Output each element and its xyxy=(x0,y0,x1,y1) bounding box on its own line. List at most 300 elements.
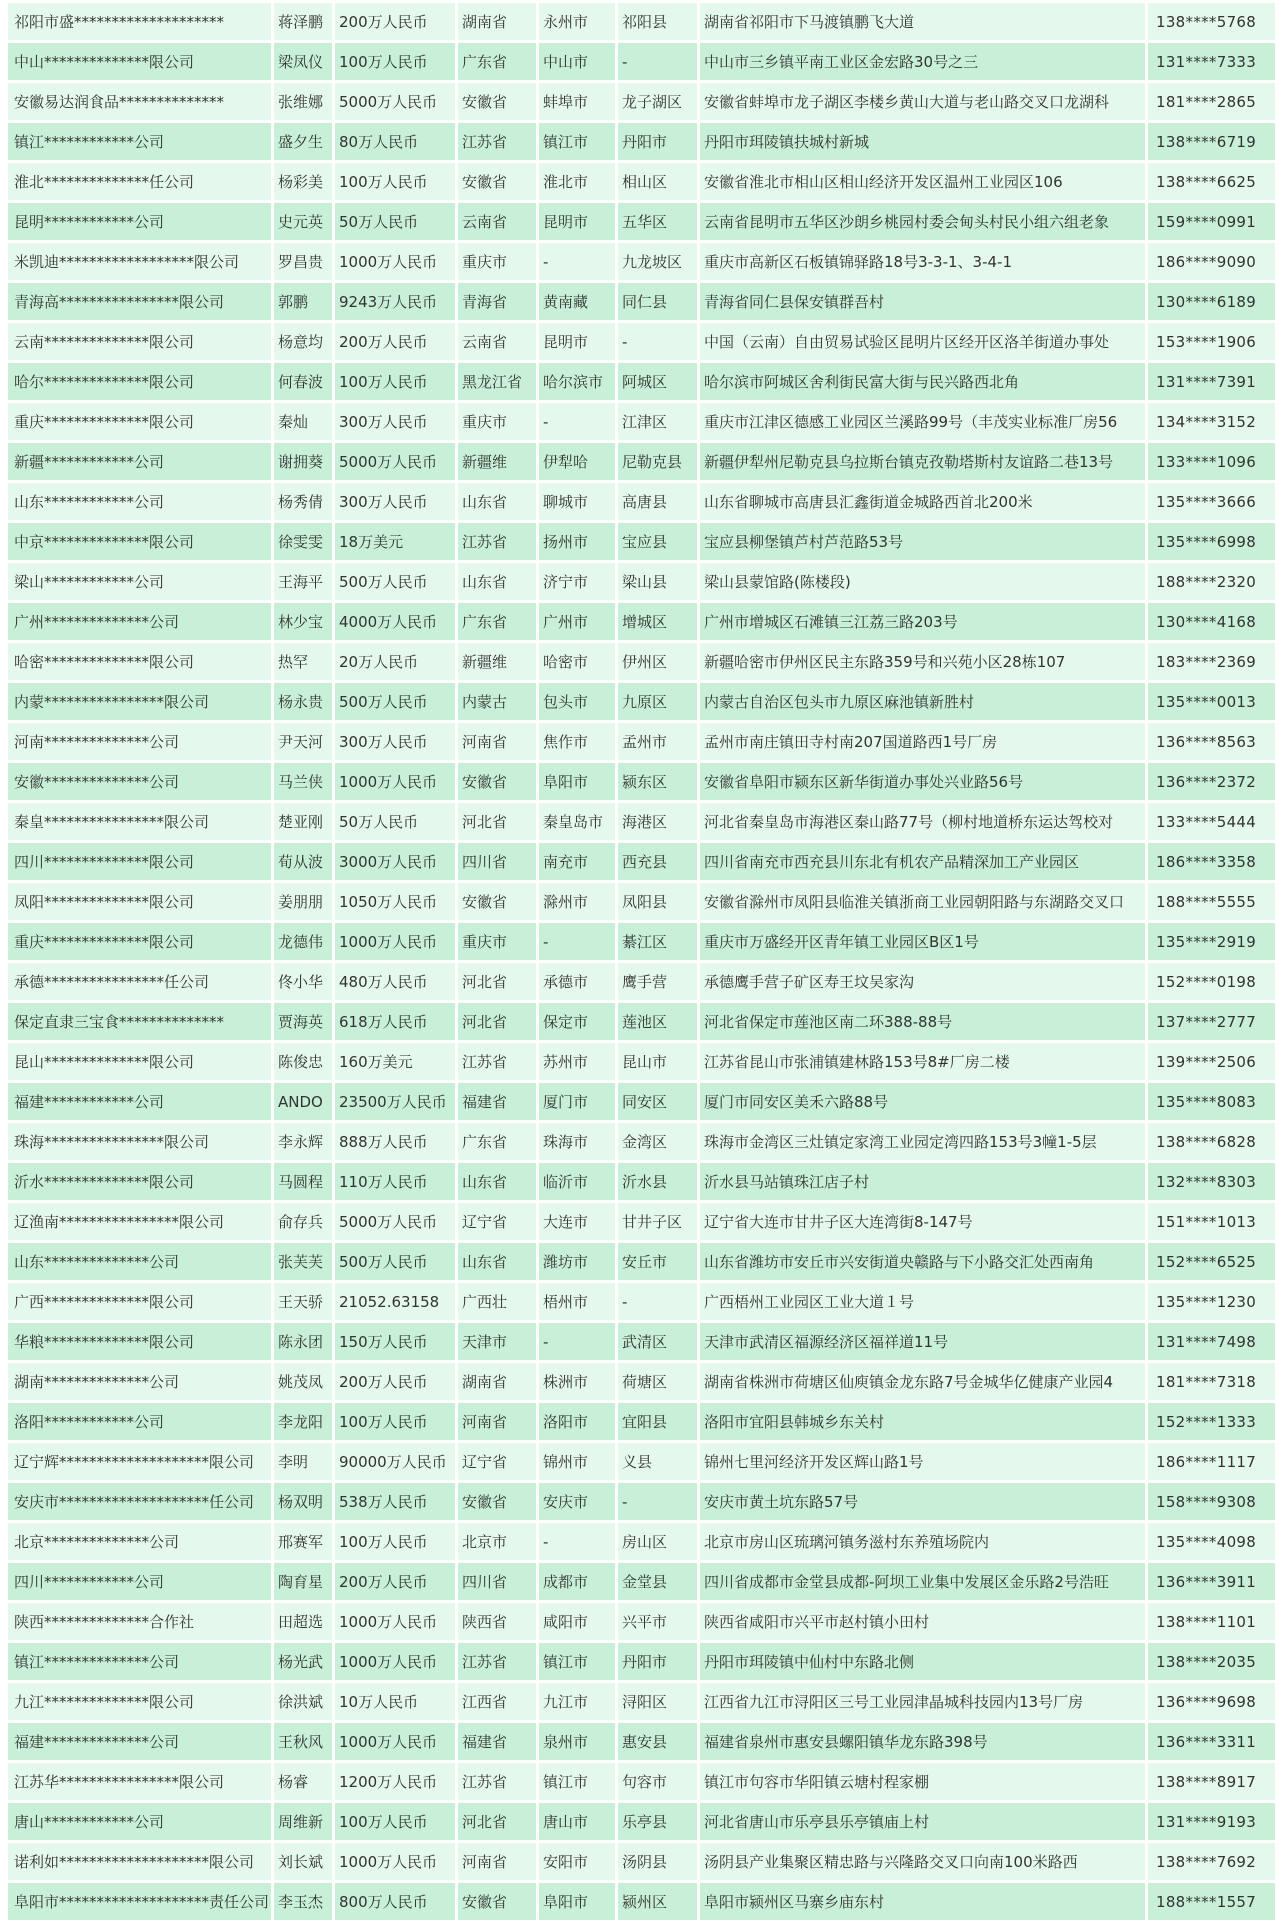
capital-cell: 300万人民币 xyxy=(335,483,455,520)
province-cell: 江苏省 xyxy=(458,123,536,160)
capital-cell: 500万人民币 xyxy=(335,1243,455,1280)
legal-rep-cell: ANDO xyxy=(274,1083,332,1120)
province-cell: 江苏省 xyxy=(458,1643,536,1680)
district-cell: 同安区 xyxy=(618,1083,697,1120)
company-name-cell: 青海高****************限公司 xyxy=(8,283,271,320)
city-cell: 包头市 xyxy=(539,683,615,720)
province-cell: 新疆维 xyxy=(458,643,536,680)
phone-cell: 136****3311 xyxy=(1148,1723,1275,1760)
table-row xyxy=(8,1243,1275,1280)
capital-cell: 500万人民币 xyxy=(335,563,455,600)
phone-cell: 138****2035 xyxy=(1148,1643,1275,1680)
district-cell: 伊州区 xyxy=(618,643,697,680)
company-name-cell: 梁山************公司 xyxy=(8,563,271,600)
district-cell: 同仁县 xyxy=(618,283,697,320)
phone-cell: 132****8303 xyxy=(1148,1163,1275,1200)
city-cell: 苏州市 xyxy=(539,1043,615,1080)
address-cell: 珠海市金湾区三灶镇定家湾工业园定湾四路153号3幢1-5层 xyxy=(700,1123,1145,1160)
district-cell: 兴平市 xyxy=(618,1603,697,1640)
phone-cell: 188****5555 xyxy=(1148,883,1275,920)
legal-rep-cell: 楚亚刚 xyxy=(274,803,332,840)
district-cell: 鹰手营 xyxy=(618,963,697,1000)
capital-cell: 50万人民币 xyxy=(335,203,455,240)
capital-cell: 300万人民币 xyxy=(335,723,455,760)
legal-rep-cell: 王秋风 xyxy=(274,1723,332,1760)
table-row xyxy=(8,1123,1275,1160)
company-name-cell: 镇江************公司 xyxy=(8,123,271,160)
company-name-cell: 河南**************公司 xyxy=(8,723,271,760)
district-cell: 浔阳区 xyxy=(618,1683,697,1720)
capital-cell: 21052.63158 xyxy=(335,1283,455,1320)
company-name-cell: 内蒙****************限公司 xyxy=(8,683,271,720)
phone-cell: 152****1333 xyxy=(1148,1403,1275,1440)
capital-cell: 80万人民币 xyxy=(335,123,455,160)
capital-cell: 800万人民币 xyxy=(335,1883,455,1920)
district-cell: 西充县 xyxy=(618,843,697,880)
address-cell: 北京市房山区琉璃河镇务滋村东养殖场院内 xyxy=(700,1523,1145,1560)
phone-cell: 130****4168 xyxy=(1148,603,1275,640)
legal-rep-cell: 荀从波 xyxy=(274,843,332,880)
legal-rep-cell: 邢赛军 xyxy=(274,1523,332,1560)
address-cell: 汤阴县产业集聚区精忠路与兴隆路交叉口向南100米路西 xyxy=(700,1843,1145,1880)
province-cell: 江苏省 xyxy=(458,1043,536,1080)
address-cell: 新疆伊犁州尼勒克县乌拉斯台镇克孜勒塔斯村友谊路二巷13号 xyxy=(700,443,1145,480)
city-cell: - xyxy=(539,1523,615,1560)
table-row xyxy=(8,1283,1275,1320)
city-cell: 淮北市 xyxy=(539,163,615,200)
district-cell: 高唐县 xyxy=(618,483,697,520)
capital-cell: 538万人民币 xyxy=(335,1483,455,1520)
city-cell: 焦作市 xyxy=(539,723,615,760)
city-cell: 泉州市 xyxy=(539,1723,615,1760)
phone-cell: 131****7333 xyxy=(1148,43,1275,80)
province-cell: 黑龙江省 xyxy=(458,363,536,400)
company-name-cell: 安庆市********************任公司 xyxy=(8,1483,271,1520)
capital-cell: 1000万人民币 xyxy=(335,1603,455,1640)
legal-rep-cell: 盛夕生 xyxy=(274,123,332,160)
city-cell: - xyxy=(539,1323,615,1360)
company-name-cell: 祁阳市盛******************** xyxy=(8,3,271,40)
district-cell: 宝应县 xyxy=(618,523,697,560)
district-cell: 相山区 xyxy=(618,163,697,200)
legal-rep-cell: 杨永贵 xyxy=(274,683,332,720)
address-cell: 沂水县马站镇珠江店子村 xyxy=(700,1163,1145,1200)
phone-cell: 138****5768 xyxy=(1148,3,1275,40)
province-cell: 天津市 xyxy=(458,1323,536,1360)
address-cell: 重庆市万盛经开区青年镇工业园区B区1号 xyxy=(700,923,1145,960)
phone-cell: 134****3152 xyxy=(1148,403,1275,440)
province-cell: 安徽省 xyxy=(458,83,536,120)
capital-cell: 1000万人民币 xyxy=(335,923,455,960)
city-cell: 唐山市 xyxy=(539,1803,615,1840)
district-cell: 尼勒克县 xyxy=(618,443,697,480)
legal-rep-cell: 贾海英 xyxy=(274,1003,332,1040)
phone-cell: 135****2919 xyxy=(1148,923,1275,960)
phone-cell: 138****8917 xyxy=(1148,1763,1275,1800)
city-cell: - xyxy=(539,403,615,440)
capital-cell: 500万人民币 xyxy=(335,683,455,720)
address-cell: 宝应县柳堡镇芦村芦范路53号 xyxy=(700,523,1145,560)
table-row xyxy=(8,1843,1275,1880)
capital-cell: 18万美元 xyxy=(335,523,455,560)
phone-cell: 186****3358 xyxy=(1148,843,1275,880)
company-name-cell: 哈密**************限公司 xyxy=(8,643,271,680)
table-row xyxy=(8,363,1275,400)
phone-cell: 186****9090 xyxy=(1148,243,1275,280)
phone-cell: 181****7318 xyxy=(1148,1363,1275,1400)
capital-cell: 1200万人民币 xyxy=(335,1763,455,1800)
table-row xyxy=(8,1883,1275,1920)
district-cell: - xyxy=(618,1283,697,1320)
company-name-cell: 辽渔南****************限公司 xyxy=(8,1203,271,1240)
legal-rep-cell: 秦灿 xyxy=(274,403,332,440)
phone-cell: 138****1101 xyxy=(1148,1603,1275,1640)
district-cell: 武清区 xyxy=(618,1323,697,1360)
phone-cell: 131****9193 xyxy=(1148,1803,1275,1840)
address-cell: 辽宁省大连市甘井子区大连湾街8-147号 xyxy=(700,1203,1145,1240)
phone-cell: 183****2369 xyxy=(1148,643,1275,680)
table-row xyxy=(8,563,1275,600)
company-name-cell: 秦皇****************限公司 xyxy=(8,803,271,840)
table-row xyxy=(8,203,1275,240)
city-cell: 永州市 xyxy=(539,3,615,40)
company-table-body xyxy=(8,3,1275,1920)
table-row xyxy=(8,763,1275,800)
province-cell: 安徽省 xyxy=(458,883,536,920)
address-cell: 四川省成都市金堂县成都-阿坝工业集中发展区金乐路2号浩旺 xyxy=(700,1563,1145,1600)
province-cell: 内蒙古 xyxy=(458,683,536,720)
legal-rep-cell: 杨双明 xyxy=(274,1483,332,1520)
legal-rep-cell: 张维娜 xyxy=(274,83,332,120)
legal-rep-cell: 陶育星 xyxy=(274,1563,332,1600)
table-row xyxy=(8,483,1275,520)
capital-cell: 100万人民币 xyxy=(335,1403,455,1440)
city-cell: 临沂市 xyxy=(539,1163,615,1200)
city-cell: 安庆市 xyxy=(539,1483,615,1520)
capital-cell: 5000万人民币 xyxy=(335,1203,455,1240)
company-name-cell: 四川**************限公司 xyxy=(8,843,271,880)
capital-cell: 1000万人民币 xyxy=(335,1723,455,1760)
district-cell: 孟州市 xyxy=(618,723,697,760)
capital-cell: 20万人民币 xyxy=(335,643,455,680)
capital-cell: 4000万人民币 xyxy=(335,603,455,640)
district-cell: 江津区 xyxy=(618,403,697,440)
table-row xyxy=(8,1803,1275,1840)
table-row xyxy=(8,163,1275,200)
legal-rep-cell: 陈永团 xyxy=(274,1323,332,1360)
company-name-cell: 承德****************任公司 xyxy=(8,963,271,1000)
company-name-cell: 广西**************限公司 xyxy=(8,1283,271,1320)
company-name-cell: 华粮**************限公司 xyxy=(8,1323,271,1360)
district-cell: 义县 xyxy=(618,1443,697,1480)
city-cell: - xyxy=(539,243,615,280)
city-cell: 伊犁哈 xyxy=(539,443,615,480)
address-cell: 安徽省蚌埠市龙子湖区李楼乡黄山大道与老山路交叉口龙湖科 xyxy=(700,83,1145,120)
table-row xyxy=(8,723,1275,760)
company-name-cell: 山东************公司 xyxy=(8,483,271,520)
capital-cell: 100万人民币 xyxy=(335,1803,455,1840)
city-cell: 株洲市 xyxy=(539,1363,615,1400)
province-cell: 广西壮 xyxy=(458,1283,536,1320)
company-name-cell: 哈尔**************限公司 xyxy=(8,363,271,400)
legal-rep-cell: 龙德伟 xyxy=(274,923,332,960)
address-cell: 承德鹰手营子矿区寿王坟吴家沟 xyxy=(700,963,1145,1000)
address-cell: 洛阳市宜阳县韩城乡东关村 xyxy=(700,1403,1145,1440)
city-cell: 昆明市 xyxy=(539,203,615,240)
province-cell: 陕西省 xyxy=(458,1603,536,1640)
table-row xyxy=(8,243,1275,280)
company-name-cell: 镇江**************公司 xyxy=(8,1643,271,1680)
phone-cell: 152****0198 xyxy=(1148,963,1275,1000)
table-row xyxy=(8,1043,1275,1080)
address-cell: 梁山县蒙馆路(陈楼段) xyxy=(700,563,1145,600)
company-name-cell: 阜阳市********************责任公司 xyxy=(8,1883,271,1920)
province-cell: 重庆市 xyxy=(458,403,536,440)
address-cell: 湖南省祁阳市下马渡镇鹏飞大道 xyxy=(700,3,1145,40)
legal-rep-cell: 李玉杰 xyxy=(274,1883,332,1920)
company-name-cell: 广州**************公司 xyxy=(8,603,271,640)
district-cell: 金湾区 xyxy=(618,1123,697,1160)
address-cell: 天津市武清区福源经济区福祥道11号 xyxy=(700,1323,1145,1360)
province-cell: 江苏省 xyxy=(458,1763,536,1800)
address-cell: 哈尔滨市阿城区舍利街民富大街与民兴路西北角 xyxy=(700,363,1145,400)
table-row xyxy=(8,603,1275,640)
district-cell: 荷塘区 xyxy=(618,1363,697,1400)
address-cell: 重庆市高新区石板镇锦驿路18号3-3-1、3-4-1 xyxy=(700,243,1145,280)
phone-cell: 136****8563 xyxy=(1148,723,1275,760)
table-row xyxy=(8,1323,1275,1360)
capital-cell: 1000万人民币 xyxy=(335,243,455,280)
company-name-cell: 米凯迪******************限公司 xyxy=(8,243,271,280)
capital-cell: 5000万人民币 xyxy=(335,83,455,120)
district-cell: 綦江区 xyxy=(618,923,697,960)
province-cell: 云南省 xyxy=(458,323,536,360)
legal-rep-cell: 陈俊忠 xyxy=(274,1043,332,1080)
table-row xyxy=(8,1683,1275,1720)
company-name-cell: 安徽易达润食品************** xyxy=(8,83,271,120)
table-row xyxy=(8,1003,1275,1040)
company-name-cell: 洛阳************公司 xyxy=(8,1403,271,1440)
address-cell: 江西省九江市浔阳区三号工业园津晶城科技园内13号厂房 xyxy=(700,1683,1145,1720)
province-cell: 福建省 xyxy=(458,1723,536,1760)
district-cell: 丹阳市 xyxy=(618,123,697,160)
legal-rep-cell: 杨光武 xyxy=(274,1643,332,1680)
capital-cell: 3000万人民币 xyxy=(335,843,455,880)
address-cell: 镇江市句容市华阳镇云塘村程家棚 xyxy=(700,1763,1145,1800)
legal-rep-cell: 佟小华 xyxy=(274,963,332,1000)
company-name-cell: 凤阳**************限公司 xyxy=(8,883,271,920)
company-name-cell: 中山**************限公司 xyxy=(8,43,271,80)
city-cell: - xyxy=(539,923,615,960)
city-cell: 镇江市 xyxy=(539,123,615,160)
address-cell: 四川省南充市西充县川东北有机农产品精深加工产业园区 xyxy=(700,843,1145,880)
city-cell: 哈密市 xyxy=(539,643,615,680)
city-cell: 厦门市 xyxy=(539,1083,615,1120)
province-cell: 江苏省 xyxy=(458,523,536,560)
capital-cell: 1000万人民币 xyxy=(335,763,455,800)
capital-cell: 1000万人民币 xyxy=(335,1643,455,1680)
company-name-cell: 九江**************限公司 xyxy=(8,1683,271,1720)
company-name-cell: 云南**************限公司 xyxy=(8,323,271,360)
district-cell: - xyxy=(618,1483,697,1520)
province-cell: 山东省 xyxy=(458,563,536,600)
city-cell: 黄南藏 xyxy=(539,283,615,320)
table-row xyxy=(8,323,1275,360)
province-cell: 广东省 xyxy=(458,603,536,640)
table-row xyxy=(8,1523,1275,1560)
company-name-cell: 重庆**************限公司 xyxy=(8,403,271,440)
capital-cell: 100万人民币 xyxy=(335,363,455,400)
capital-cell: 200万人民币 xyxy=(335,323,455,360)
address-cell: 广州市增城区石滩镇三江荔三路203号 xyxy=(700,603,1145,640)
address-cell: 新疆哈密市伊州区民主东路359号和兴苑小区28栋107 xyxy=(700,643,1145,680)
city-cell: 镇江市 xyxy=(539,1763,615,1800)
capital-cell: 300万人民币 xyxy=(335,403,455,440)
city-cell: 扬州市 xyxy=(539,523,615,560)
capital-cell: 200万人民币 xyxy=(335,1363,455,1400)
capital-cell: 50万人民币 xyxy=(335,803,455,840)
legal-rep-cell: 何春波 xyxy=(274,363,332,400)
legal-rep-cell: 姜朋朋 xyxy=(274,883,332,920)
table-row xyxy=(8,683,1275,720)
phone-cell: 181****2865 xyxy=(1148,83,1275,120)
table-row xyxy=(8,3,1275,40)
district-cell: 梁山县 xyxy=(618,563,697,600)
province-cell: 山东省 xyxy=(458,483,536,520)
phone-cell: 138****7692 xyxy=(1148,1843,1275,1880)
province-cell: 安徽省 xyxy=(458,1883,536,1920)
phone-cell: 133****5444 xyxy=(1148,803,1275,840)
province-cell: 四川省 xyxy=(458,843,536,880)
address-cell: 山东省潍坊市安丘市兴安街道央赣路与下小路交汇处西南角 xyxy=(700,1243,1145,1280)
phone-cell: 135****8083 xyxy=(1148,1083,1275,1120)
city-cell: 哈尔滨市 xyxy=(539,363,615,400)
province-cell: 重庆市 xyxy=(458,243,536,280)
company-name-cell: 中京**************限公司 xyxy=(8,523,271,560)
capital-cell: 100万人民币 xyxy=(335,163,455,200)
table-row xyxy=(8,1483,1275,1520)
table-row xyxy=(8,1203,1275,1240)
province-cell: 广东省 xyxy=(458,43,536,80)
table-row xyxy=(8,43,1275,80)
city-cell: 承德市 xyxy=(539,963,615,1000)
district-cell: - xyxy=(618,323,697,360)
legal-rep-cell: 杨睿 xyxy=(274,1763,332,1800)
province-cell: 河北省 xyxy=(458,1803,536,1840)
address-cell: 陕西省咸阳市兴平市赵村镇小田村 xyxy=(700,1603,1145,1640)
city-cell: 聊城市 xyxy=(539,483,615,520)
address-cell: 安徽省滁州市凤阳县临淮关镇浙商工业园朝阳路与东湖路交叉口 xyxy=(700,883,1145,920)
table-row xyxy=(8,443,1275,480)
city-cell: 九江市 xyxy=(539,1683,615,1720)
legal-rep-cell: 热罕 xyxy=(274,643,332,680)
address-cell: 安徽省淮北市相山区相山经济开发区温州工业园区106 xyxy=(700,163,1145,200)
province-cell: 河北省 xyxy=(458,963,536,1000)
company-name-cell: 山东**************公司 xyxy=(8,1243,271,1280)
phone-cell: 135****4098 xyxy=(1148,1523,1275,1560)
table-row xyxy=(8,803,1275,840)
address-cell: 丹阳市珥陵镇扶城村新城 xyxy=(700,123,1145,160)
company-name-cell: 保定直隶三宝食************** xyxy=(8,1003,271,1040)
table-row xyxy=(8,1403,1275,1440)
table-row xyxy=(8,123,1275,160)
legal-rep-cell: 周维新 xyxy=(274,1803,332,1840)
table-row xyxy=(8,1723,1275,1760)
capital-cell: 23500万人民币 xyxy=(335,1083,455,1120)
phone-cell: 135****3666 xyxy=(1148,483,1275,520)
city-cell: 安阳市 xyxy=(539,1843,615,1880)
phone-cell: 186****1117 xyxy=(1148,1443,1275,1480)
province-cell: 山东省 xyxy=(458,1243,536,1280)
district-cell: 甘井子区 xyxy=(618,1203,697,1240)
legal-rep-cell: 谢拥葵 xyxy=(274,443,332,480)
city-cell: 济宁市 xyxy=(539,563,615,600)
legal-rep-cell: 李龙阳 xyxy=(274,1403,332,1440)
legal-rep-cell: 王天骄 xyxy=(274,1283,332,1320)
company-name-cell: 昆山**************限公司 xyxy=(8,1043,271,1080)
legal-rep-cell: 史元英 xyxy=(274,203,332,240)
city-cell: 洛阳市 xyxy=(539,1403,615,1440)
province-cell: 河南省 xyxy=(458,1843,536,1880)
company-name-cell: 福建************公司 xyxy=(8,1083,271,1120)
district-cell: 海港区 xyxy=(618,803,697,840)
province-cell: 安徽省 xyxy=(458,1483,536,1520)
district-cell: 房山区 xyxy=(618,1523,697,1560)
province-cell: 新疆维 xyxy=(458,443,536,480)
address-cell: 安庆市黄土坑东路57号 xyxy=(700,1483,1145,1520)
phone-cell: 188****2320 xyxy=(1148,563,1275,600)
province-cell: 河北省 xyxy=(458,803,536,840)
city-cell: 中山市 xyxy=(539,43,615,80)
city-cell: 秦皇岛市 xyxy=(539,803,615,840)
city-cell: 成都市 xyxy=(539,1563,615,1600)
district-cell: 九龙坡区 xyxy=(618,243,697,280)
legal-rep-cell: 李永辉 xyxy=(274,1123,332,1160)
province-cell: 安徽省 xyxy=(458,763,536,800)
phone-cell: 188****1557 xyxy=(1148,1883,1275,1920)
legal-rep-cell: 蒋泽鹏 xyxy=(274,3,332,40)
city-cell: 梧州市 xyxy=(539,1283,615,1320)
legal-rep-cell: 马兰侠 xyxy=(274,763,332,800)
company-name-cell: 唐山************公司 xyxy=(8,1803,271,1840)
district-cell: 莲池区 xyxy=(618,1003,697,1040)
district-cell: 五华区 xyxy=(618,203,697,240)
legal-rep-cell: 杨意均 xyxy=(274,323,332,360)
capital-cell: 100万人民币 xyxy=(335,1523,455,1560)
address-cell: 湖南省株洲市荷塘区仙庾镇金龙东路7号金城华亿健康产业园4 xyxy=(700,1363,1145,1400)
phone-cell: 158****9308 xyxy=(1148,1483,1275,1520)
company-name-cell: 福建**************公司 xyxy=(8,1723,271,1760)
address-cell: 中国（云南）自由贸易试验区昆明片区经开区洛羊街道办事处 xyxy=(700,323,1145,360)
province-cell: 湖南省 xyxy=(458,3,536,40)
district-cell: 沂水县 xyxy=(618,1163,697,1200)
phone-cell: 152****6525 xyxy=(1148,1243,1275,1280)
legal-rep-cell: 杨秀倩 xyxy=(274,483,332,520)
table-row xyxy=(8,403,1275,440)
district-cell: 九原区 xyxy=(618,683,697,720)
legal-rep-cell: 田超选 xyxy=(274,1603,332,1640)
capital-cell: 10万人民币 xyxy=(335,1683,455,1720)
legal-rep-cell: 徐雯雯 xyxy=(274,523,332,560)
company-name-cell: 四川************公司 xyxy=(8,1563,271,1600)
company-name-cell: 诺利如********************限公司 xyxy=(8,1843,271,1880)
phone-cell: 138****6719 xyxy=(1148,123,1275,160)
phone-cell: 138****6625 xyxy=(1148,163,1275,200)
district-cell: 惠安县 xyxy=(618,1723,697,1760)
table-row xyxy=(8,1603,1275,1640)
address-cell: 广西梧州工业园区工业大道１号 xyxy=(700,1283,1145,1320)
phone-cell: 139****2506 xyxy=(1148,1043,1275,1080)
